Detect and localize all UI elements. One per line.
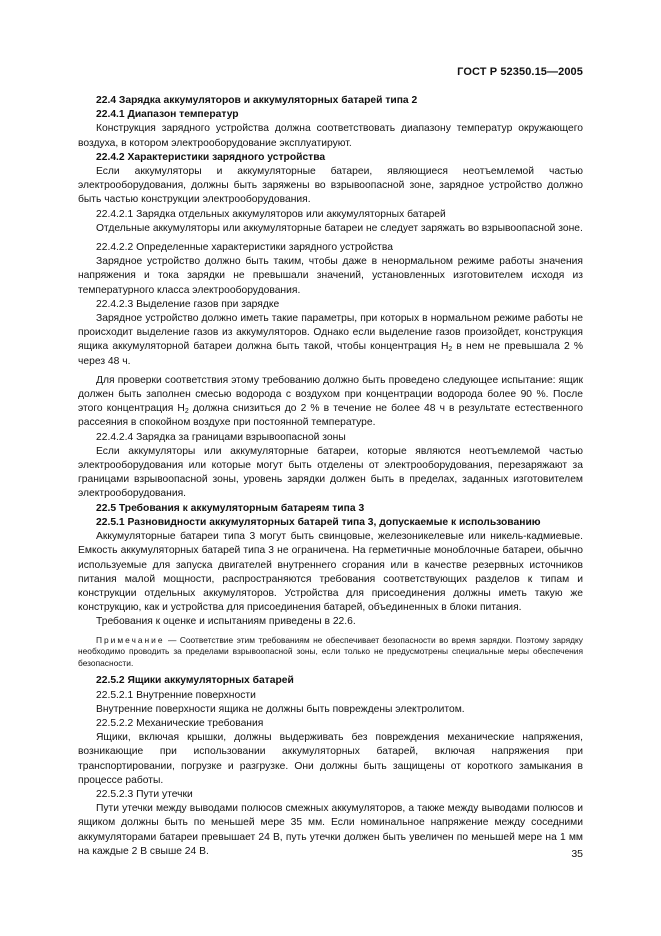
note (78, 635, 583, 670)
document-body (78, 94, 583, 859)
section-22-4-2-4-text: Если аккумуляторы или аккумуляторные батареи, которые являются неотъемлемой частью электрооборудования или которые могут быть отделены от электрооборудования, перезаряжают за границами взрывоопасной зоны, уровень зарядки должен быть в пределах, заданных изготовителем электрооборудования. (78, 445, 583, 500)
section-22-5-2-3-text: Пути утечки между выводами полюсов смежных аккумуляторов, а также между выводами полюсов и ящиком должны быть по меньшей мере 35 мм. Если номинальное напряжение между соседними аккумуляторами батареи превышает 24 В, путь утечки должен быть увеличен по меньшей мере на 1 мм на каждые 2 В свыше 24 В. (78, 803, 583, 857)
section-22-5-1-text: Аккумуляторные батареи типа 3 могут быть свинцовые, железоникелевые или никель-кадмиевые. Емкость аккумуляторных батарей типа 3 не ограничена. На герметичные моноблочные батареи, обычно используемые для запуска двигателей внутреннего сгорания или в качестве резервных источников питания малой мощности, распространяются требования соответствующих разделов к типам и конструкции отдельных аккумуляторов. Устройства для присоединения должны иметь такую же конструкцию, как и устройства для присоединения батарей, объединенных в блоки питания. (78, 531, 583, 614)
section-22-4-title: 22.4 Зарядка аккумуляторов и аккумуляторных батарей типа 2 (96, 95, 418, 106)
text-part: Зарядное устройство должно иметь такие параметры, при которых в нормальном режиме работы не происходит выделение газов из аккумуляторов. Однако если выделение газов произойдет, конструкция ящика аккумуляторной батареи должна быть такой, чтобы концентрация H (78, 313, 583, 353)
section-22-5-1-text2: Требования к оценке и испытаниям приведены в 22.6. (96, 616, 356, 628)
section-22-5-2-1-text: Внутренние поверхности ящика не должны быть повреждены электролитом. (96, 703, 465, 715)
section-22-4-2-3-title: 22.4.2.3 Выделение газов при зарядке (96, 298, 280, 310)
text-part: должна снизиться до 2 % в течение не более 48 ч в результате естественного рассеяния в спокойном воздухе при постоянной температуре. (78, 403, 583, 429)
section-22-5-title: 22.5 Требования к аккумуляторным батареям типа 3 (96, 502, 365, 514)
note-label: Примечание (96, 634, 165, 645)
subscript: 2 (448, 346, 453, 354)
text-part: в нем не превышала 2 % через 48 ч. (78, 341, 583, 367)
section-22-4-2-1-title: 22.4.2.1 Зарядка отдельных аккумуляторов или аккумуляторных батарей (96, 208, 446, 220)
section-22-5-1-title: 22.5.1 Разновидности аккумуляторных батарей типа 3, допускаемые к использованию (96, 516, 541, 528)
note-text: — Соответствие этим требованиям не обеспечивает безопасности во время зарядки. Поэтому зарядку необходимо проводить за пределами взрывоопасной зоны, если только не предусмотрены специальные меры обеспечения безопасности. (78, 634, 583, 668)
section-22-4-2-3-text (78, 312, 583, 369)
section-22-5-2-3-title: 22.5.2.3 Пути утечки (96, 788, 193, 800)
text-part: Для проверки соответствия этому требованию должно быть проведено следующее испытание: ящик должен быть заполнен смесью водорода с воздухом при концентрации водорода более 90 %. После этого концентрация H (78, 374, 583, 415)
section-22-4-2-text: Если аккумуляторы и аккумуляторные батареи, являющиеся неотъемлемой частью электрооборудования, должны быть заряжены во взрывоопасной зоне, зарядное устройство должно быть частью конструкции электрооборудования. (78, 166, 583, 206)
section-22-4-1-title: 22.4.1 Диапазон температур (96, 109, 239, 121)
section-22-4-2-2-text: Зарядное устройство должно быть таким, чтобы даже в ненормальном режиме работы значения напряжения и тока зарядки не превышали значений, установленных изготовителем исходя из температурного класса электрооборудования. (78, 256, 583, 296)
page-number: 35 (571, 848, 583, 860)
section-22-4-1-text: Конструкция зарядного устройства должна соответствовать диапазону температур окружающего воздуха, в котором электрооборудование эксплуатируют. (78, 123, 583, 149)
section-22-5-2-2-title: 22.5.2.2 Механические требования (96, 717, 264, 729)
page-header: ГОСТ Р 52350.15—2005 (457, 66, 583, 78)
section-22-4-2-title: 22.4.2 Характеристики зарядного устройства (96, 151, 326, 163)
section-22-5-2-title: 22.5.2 Ящики аккумуляторных батарей (96, 675, 294, 687)
section-22-4-2-4-title: 22.4.2.4 Зарядка за границами взрывоопасной зоны (96, 431, 346, 443)
section-22-4-2-2-title: 22.4.2.2 Определенные характеристики зарядного устройства (96, 242, 393, 254)
section-22-5-2-1-title: 22.5.2.1 Внутренние поверхности (96, 689, 256, 701)
section-22-4-2-3-test (78, 374, 583, 431)
section-22-5-2-2-text: Ящики, включая крышки, должны выдерживать без повреждения механические напряжения, возникающие при использовании аккумуляторных батарей, включая напряжения при транспортировании, погрузке и разгрузке. Они должны быть защищены от короткого замыкания в процессе работы. (78, 732, 583, 786)
section-22-4-2-1-text: Отдельные аккумуляторы или аккумуляторные батареи не следует заряжать во взрывоопасной зоне. (96, 222, 583, 234)
subscript: 2 (184, 408, 189, 416)
